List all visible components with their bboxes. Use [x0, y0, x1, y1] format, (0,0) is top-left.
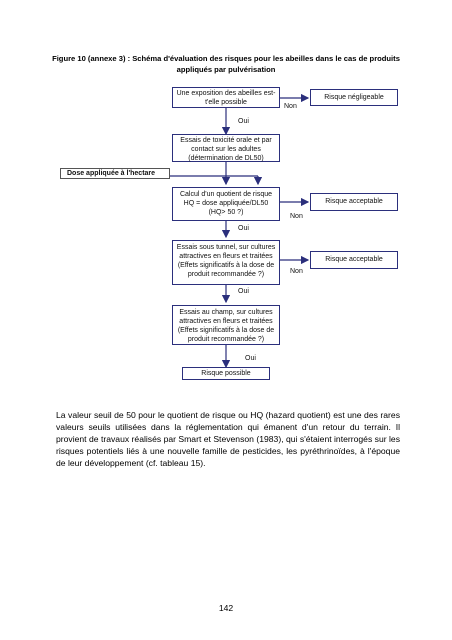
- flow-step-field-tests-text: Essais au champ, sur cultures attractives en fleurs et traitées (Effets significatifs à la dose de produit recommandée ?): [177, 309, 275, 343]
- label-oui-1: Oui: [238, 118, 249, 125]
- flow-step-tunnel-tests: [172, 240, 280, 285]
- label-non-2: Non: [290, 213, 303, 220]
- page-number: 142: [218, 603, 234, 613]
- label-oui-4: Oui: [245, 355, 256, 362]
- flow-step-tunnel-tests-text: Essais sous tunnel, sur cultures attractives en fleurs et traitées (Effets significatifs à la dose de produit recommandée ?): [176, 244, 276, 278]
- flow-outcome-acceptable-1-text: Risque acceptable: [325, 198, 383, 205]
- flow-outcome-negligible-text: Risque négligeable: [324, 94, 384, 101]
- flow-step-toxicity-tests-text: Essais de toxicité orale et par contact sur les adultes (détermination de DL50): [180, 137, 272, 162]
- flow-step-exposure: [172, 87, 280, 108]
- flow-outcome-acceptable-2-text: Risque acceptable: [325, 256, 383, 263]
- flow-outcome-possible-risk-text: Risque possible: [201, 370, 251, 377]
- label-non-1: Non: [284, 103, 297, 110]
- flow-step-hazard-quotient-text: Calcul d'un quotient de risque HQ = dose appliquée/DL50 (HQ> 50 ?): [179, 191, 272, 216]
- flow-step-toxicity-tests: [172, 134, 280, 162]
- body-paragraph: La valeur seuil de 50 pour le quotient de risque ou HQ (hazard quotient) est une des rares valeurs seuils utilisées dans la réglementation qui émanent d'un retour du terrain. Il provient de travaux réalisés par Smart et Stevenson (1983), qui s'étaient interrogés sur les risques potentiels liés à une nouvelle famille de pesticides, les pyréthrinoïdes, à l'époque de leur développement (cf. tableau 15).: [56, 409, 400, 469]
- flow-step-hazard-quotient: [172, 187, 280, 221]
- flow-step-field-tests: [172, 305, 280, 345]
- flow-outcome-acceptable-2: [310, 251, 398, 269]
- flow-step-exposure-text: Une exposition des abeilles est-t'elle possible: [176, 90, 276, 106]
- figure-caption: Figure 10 (annexe 3) : Schéma d'évaluation des risques pour les abeilles dans le cas de produits appliqués par pulvérisation: [52, 54, 400, 74]
- dose-label-box: [60, 168, 170, 179]
- flow-outcome-negligible: [310, 89, 398, 106]
- flow-outcome-acceptable-1: [310, 193, 398, 211]
- label-oui-2: Oui: [238, 225, 249, 232]
- flow-outcome-possible-risk: [182, 367, 270, 380]
- label-non-3: Non: [290, 268, 303, 275]
- label-oui-3: Oui: [238, 288, 249, 295]
- dose-label-text: Dose appliquée à l'hectare: [67, 170, 156, 177]
